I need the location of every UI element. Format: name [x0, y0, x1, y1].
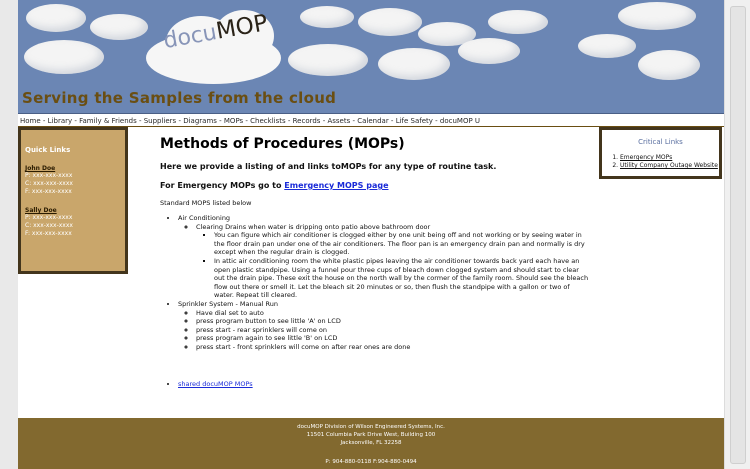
critical-links-panel: [599, 127, 722, 179]
footer-company: docuMOP Division of Wilson Engineered Systems, Inc.: [297, 424, 445, 430]
cloud-decoration: [488, 10, 548, 34]
standard-mops-label: Standard MOPS listed below: [160, 199, 252, 207]
site-tagline: Serving the Samples from the cloud: [22, 89, 337, 107]
contact-fax: F: xxx-xxx-xxxx: [25, 230, 72, 237]
shared-mops-link[interactable]: shared docuMOP MOPs: [178, 379, 253, 388]
emergency-line: For Emergency MOPs go to Emergency MOPS page: [160, 181, 389, 190]
site-footer: [18, 418, 724, 469]
quick-links-panel: [18, 127, 128, 274]
cloud-decoration: [378, 48, 450, 80]
contact-card: [25, 207, 125, 238]
cloud-decoration: [638, 50, 700, 80]
nav-checklists[interactable]: Checklists: [250, 117, 286, 125]
cloud-decoration: [90, 14, 148, 40]
vertical-scrollbar[interactable]: [724, 0, 750, 469]
critical-links-title: Critical Links: [638, 138, 683, 146]
cloud-decoration: [300, 6, 354, 28]
list-item: ▪ In attic air conditioning room the white plastic pipes leaving the air conditioner towards back yard each have an open plastic standpipe. Using a funnel pour three cups of bleach down clogged system and should start to clear out the drain pipe. These exit the house on the north wall by the cormer of the family room. Should see the bleach flow out there or smell it. Let the bleach sit 20 minutes or so, then flush the standpipe with a gallon or two of water. Repeat till cleared.: [214, 257, 590, 300]
footer-address: 11501 Columbia Park Drive West, Building 100: [306, 432, 436, 438]
cloud-decoration: [26, 4, 86, 32]
nav-diagrams[interactable]: Diagrams: [183, 117, 217, 125]
cloud-decoration: [458, 38, 520, 64]
main-content: [160, 136, 590, 388]
nav-records[interactable]: Records: [292, 117, 321, 125]
list-item: ◦ Have dial set to auto: [196, 309, 590, 318]
contact-cell: C: xxx-xxx-xxxx: [25, 222, 73, 229]
site-logo[interactable]: docuMOP: [161, 10, 270, 54]
emergency-mops-page-link[interactable]: Emergency MOPS page: [284, 181, 389, 190]
nav-assets[interactable]: Assets: [327, 117, 351, 125]
nav-mops[interactable]: MOPs: [223, 117, 244, 125]
intro-text: Here we provide a listing of and links toMOPs for any type of routine task.: [160, 162, 497, 171]
list-item: [620, 162, 719, 170]
nav-documop-u[interactable]: docuMOP U: [439, 117, 481, 125]
cloud-decoration: [358, 8, 422, 36]
contact-fax: F: xxx-xxx-xxxx: [25, 188, 72, 195]
list-item: [620, 154, 719, 162]
list-item: • Sprinkler System - Manual Run ◦ Have dial set to auto ◦ press program button to see little 'A' on LCD ◦ press start - rear sprinklers will come on ◦ press program again to see little 'B' on LCD ◦ press start - front sprinklers will come on after rear ones are done: [178, 300, 590, 352]
list-item: ◦ press program button to see little 'A' on LCD: [196, 317, 590, 326]
contact-cell: C: xxx-xxx-xxxx: [25, 180, 73, 187]
cloud-decoration: [24, 40, 104, 74]
utility-outage-link[interactable]: Utility Company Outage Website: [620, 162, 718, 169]
page: [18, 0, 724, 469]
list-item: [178, 380, 590, 388]
nav-library[interactable]: Library: [47, 117, 73, 125]
quick-links-title: Quick Links: [25, 146, 71, 154]
nav-home[interactable]: Home: [20, 117, 41, 125]
cloud-decoration: [288, 44, 368, 76]
list-item: ◦ Clearing Drains when water is dripping onto patio above bathroom door ▪ You can figure which air conditioner is clogged either by one unit being off and not working or by seeing water in the floor drain pan under one of the air conditioners. The floor pan is an emergency drain pan and normally is dry except when the regular drain is clogged. ▪ In attic air conditioning room the white plastic pipes leaving the air conditioner towards back yard each have an open plastic standpipe. Using a funnel pour three cups of bleach down clogged system and should start to clear out the drain pipe. These exit the house on the north wall by the cormer of the family room. Should see the bleach flow out there or smell it. Let the bleach sit 20 minutes or so, then flush the standpipe with a gallon or two of water. Repeat till cleared.: [196, 223, 590, 300]
cloud-decoration: [578, 34, 636, 58]
contact-name-link[interactable]: John Doe: [25, 165, 56, 172]
contact-name-link[interactable]: Sally Doe: [25, 207, 57, 214]
footer-city: Jacksonville, FL 32258: [340, 440, 402, 446]
site-header: [18, 0, 724, 114]
critical-links-list: [620, 154, 719, 170]
list-item: ◦ press program again to see little 'B' on LCD: [196, 334, 590, 343]
contact-phone: P: xxx-xxx-xxxx: [25, 214, 73, 221]
shared-mops-list: [178, 380, 590, 388]
list-item: ◦ press start - front sprinklers will come on after rear ones are done: [196, 343, 590, 352]
list-item: ◦ press start - rear sprinklers will come on: [196, 326, 590, 335]
footer-phone: P: 904-880-0118 F:904-880-0494: [325, 459, 417, 465]
list-item: • Air Conditioning ◦ Clearing Drains when water is dripping onto patio above bathroom door ▪ You can figure which air conditioner is clogged either by one unit being off and not working or by seeing water in the floor drain pan under one of the air conditioners. The floor pan is an emergency drain pan and normally is dry except when the regular drain is clogged. ▪ In attic air conditioning room the white plastic pipes leaving the air conditioner towards back yard each have an open plastic standpipe. Using a funnel pour three cups of bleach down clogged system and should start to clear out the drain pipe. These exit the house on the north wall by the cormer of the family room. Should see the bleach flow out there or smell it. Let the bleach sit 20 minutes or so, then flush the standpipe with a gallon or two of water. Repeat till cleared.: [178, 214, 590, 300]
list-item: ▪ You can figure which air conditioner is clogged either by one unit being off and not working or by seeing water in the floor drain pan under one of the air conditioners. The floor pan is an emergency drain pan and normally is dry except when the regular drain is clogged.: [214, 231, 590, 257]
mops-list: [178, 214, 590, 352]
nav-family-friends[interactable]: Family & Friends: [79, 117, 137, 125]
main-nav: Home - Library - Family & Friends - Suppliers - Diagrams - MOPs - Checklists - Records - Assets - Calendar - Life Safety - docuMOP U: [18, 115, 724, 127]
nav-suppliers[interactable]: Suppliers: [143, 117, 177, 125]
contact-card: [25, 165, 125, 196]
scrollbar-thumb[interactable]: [730, 6, 746, 464]
contact-phone: P: xxx-xxx-xxxx: [25, 172, 73, 179]
cloud-decoration: [618, 2, 696, 30]
nav-life-safety[interactable]: Life Safety: [395, 117, 433, 125]
emergency-mops-link[interactable]: Emergency MOPs: [620, 154, 673, 161]
nav-calendar[interactable]: Calendar: [357, 117, 389, 125]
page-title: Methods of Procedures (MOPs): [160, 136, 405, 152]
